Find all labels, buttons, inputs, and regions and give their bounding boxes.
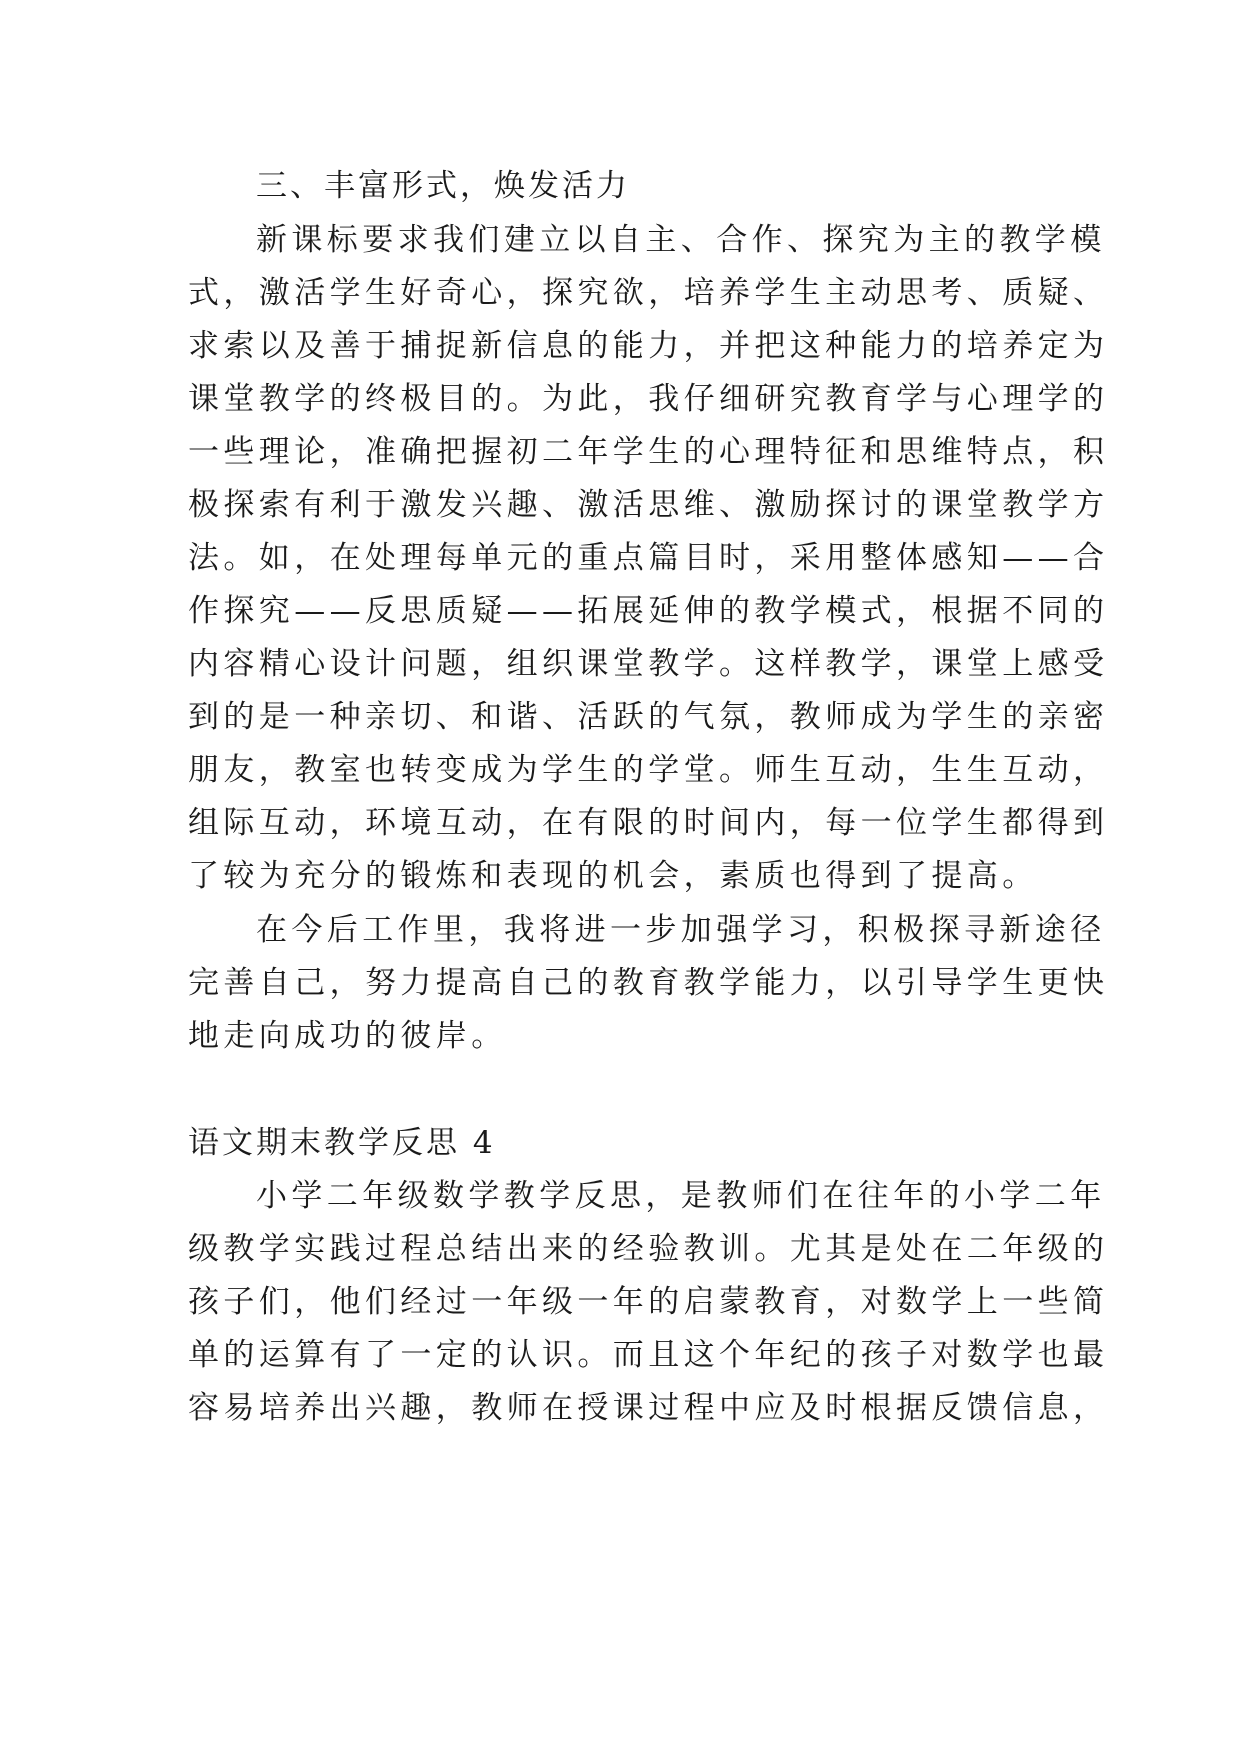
paragraph-line: 单的运算有了一定的认识。而且这个年纪的孩子对数学也最	[188, 1337, 1109, 1373]
paragraph-line: 孩子们，他们经过一年级一年的启蒙教育，对数学上一些简	[188, 1284, 1109, 1320]
paragraph-line: 到的是一种亲切、和谐、活跃的气氛，教师成为学生的亲密	[188, 699, 1109, 735]
section-title: 语文期末教学反思 4	[188, 1125, 496, 1161]
paragraph-line: 内容精心设计问题，组织课堂教学。这样教学，课堂上感受	[188, 646, 1109, 682]
paragraph-line: 组际互动，环境互动，在有限的时间内，每一位学生都得到	[188, 805, 1109, 841]
paragraph-line: 朋友，教室也转变成为学生的学堂。师生互动，生生互动，	[188, 752, 1109, 788]
paragraph-line: 地走向成功的彼岸。	[188, 1018, 507, 1054]
paragraph-line: 在今后工作里，我将进一步加强学习，积极探寻新途径	[256, 912, 1106, 948]
paragraph-line: 作探究——反思质疑——拓展延伸的教学模式，根据不同的	[188, 593, 1109, 629]
paragraph-line: 求索以及善于捕捉新信息的能力，并把这种能力的培养定为	[188, 328, 1109, 364]
paragraph-line: 级教学实践过程总结出来的经验教训。尤其是处在二年级的	[188, 1231, 1109, 1267]
paragraph-line: 了较为充分的锻炼和表现的机会，素质也得到了提高。	[188, 858, 1038, 894]
paragraph-line: 式，激活学生好奇心，探究欲，培养学生主动思考、质疑、	[188, 275, 1109, 311]
paragraph-line: 法。如，在处理每单元的重点篇目时，采用整体感知——合	[188, 540, 1109, 576]
paragraph-line: 小学二年级数学教学反思，是教师们在往年的小学二年	[256, 1178, 1106, 1214]
section-heading: 三、丰富形式，焕发活力	[256, 168, 630, 204]
paragraph-line: 课堂教学的终极目的。为此，我仔细研究教育学与心理学的	[188, 381, 1109, 417]
paragraph-line: 容易培养出兴趣，教师在授课过程中应及时根据反馈信息，	[188, 1390, 1109, 1426]
paragraph-line: 一些理论，准确把握初二年学生的心理特征和思维特点，积	[188, 434, 1109, 470]
paragraph-line: 极探索有利于激发兴趣、激活思维、激励探讨的课堂教学方	[188, 487, 1109, 523]
paragraph-line: 完善自己，努力提高自己的教育教学能力，以引导学生更快	[188, 965, 1109, 1001]
paragraph-line: 新课标要求我们建立以自主、合作、探究为主的教学模	[256, 222, 1106, 258]
